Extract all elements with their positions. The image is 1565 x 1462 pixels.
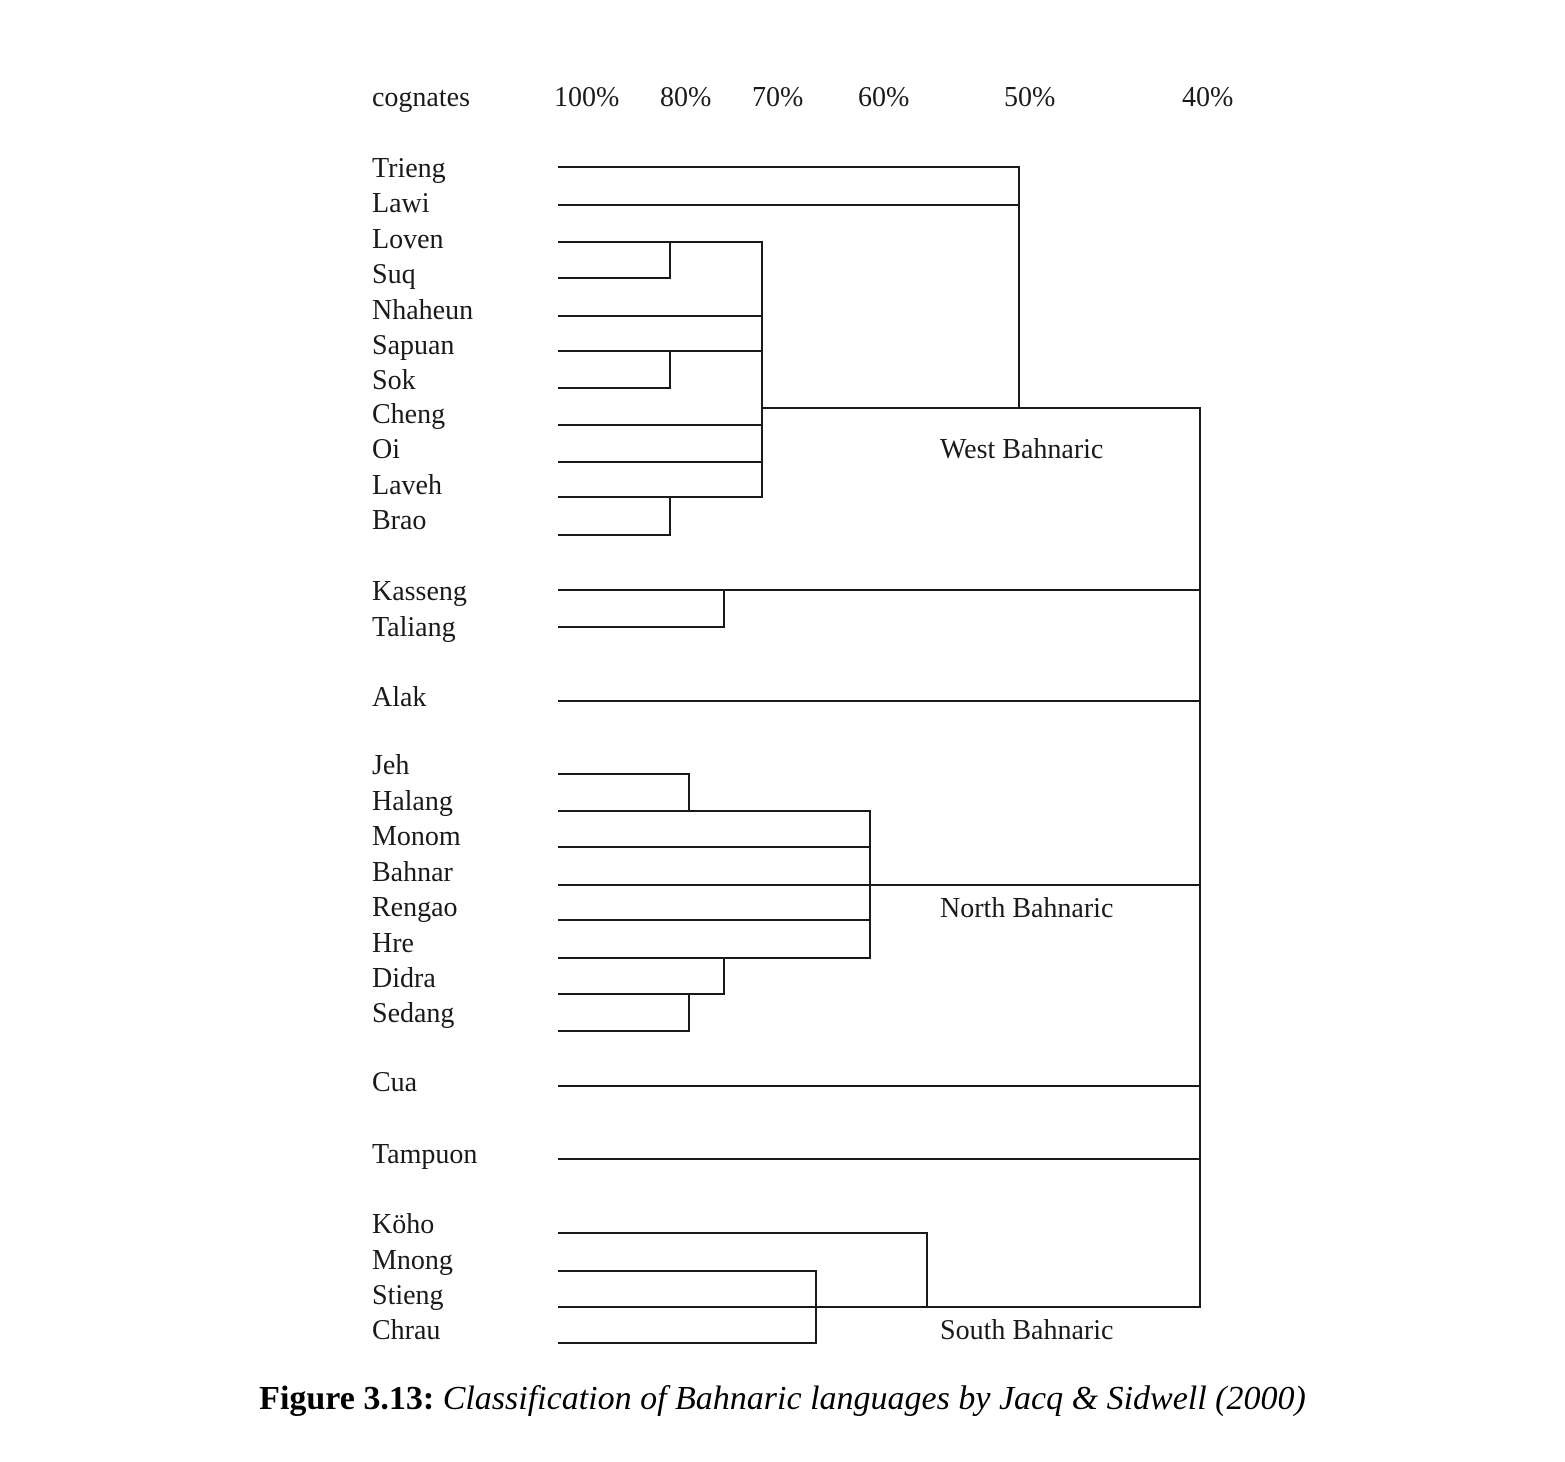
language-label: Lawi [372,188,430,219]
group-label-west: West Bahnaric [940,434,1104,465]
language-label: Hre [372,928,414,959]
caption-label: Figure 3.13: [259,1380,435,1417]
group-label-north: North Bahnaric [940,893,1114,924]
language-label: Oi [372,434,400,465]
language-label: Brao [372,505,427,536]
language-label: Jeh [372,750,410,781]
language-label: Trieng [372,153,446,184]
header-50-percent: 50% [1004,82,1056,113]
language-label: Sapuan [372,330,455,361]
language-label: Mnong [372,1245,453,1276]
language-label: Chrau [372,1315,441,1346]
header-100-percent: 100% [554,82,620,113]
language-label: Nhaheun [372,295,474,326]
language-label: Rengao [372,892,458,923]
header-40-percent: 40% [1182,82,1234,113]
language-label: Alak [372,682,427,713]
language-label: Bahnar [372,857,453,888]
header-80-percent: 80% [660,82,712,113]
language-label: Laveh [372,470,442,501]
language-label: Taliang [372,612,456,643]
caption-text: Classification of Bahnaric languages by Jacq & Sidwell (2000) [442,1380,1306,1417]
language-label: Kasseng [372,576,467,607]
group-label-south: South Bahnaric [940,1315,1114,1346]
language-label: Loven [372,224,444,255]
language-label: Didra [372,963,436,994]
header-cognates: cognates [372,82,470,113]
language-label: Köho [372,1209,435,1240]
language-label: Sok [372,365,416,396]
header-70-percent: 70% [752,82,804,113]
language-label: Halang [372,786,453,817]
language-label: Suq [372,259,416,290]
figure-caption [0,1380,1565,1418]
header-60-percent: 60% [858,82,910,113]
language-label: Cheng [372,399,446,430]
language-label: Monom [372,821,461,852]
language-label: Stieng [372,1280,444,1311]
language-label: Tampuon [372,1139,478,1170]
language-label: Cua [372,1067,418,1098]
language-label: Sedang [372,998,455,1029]
